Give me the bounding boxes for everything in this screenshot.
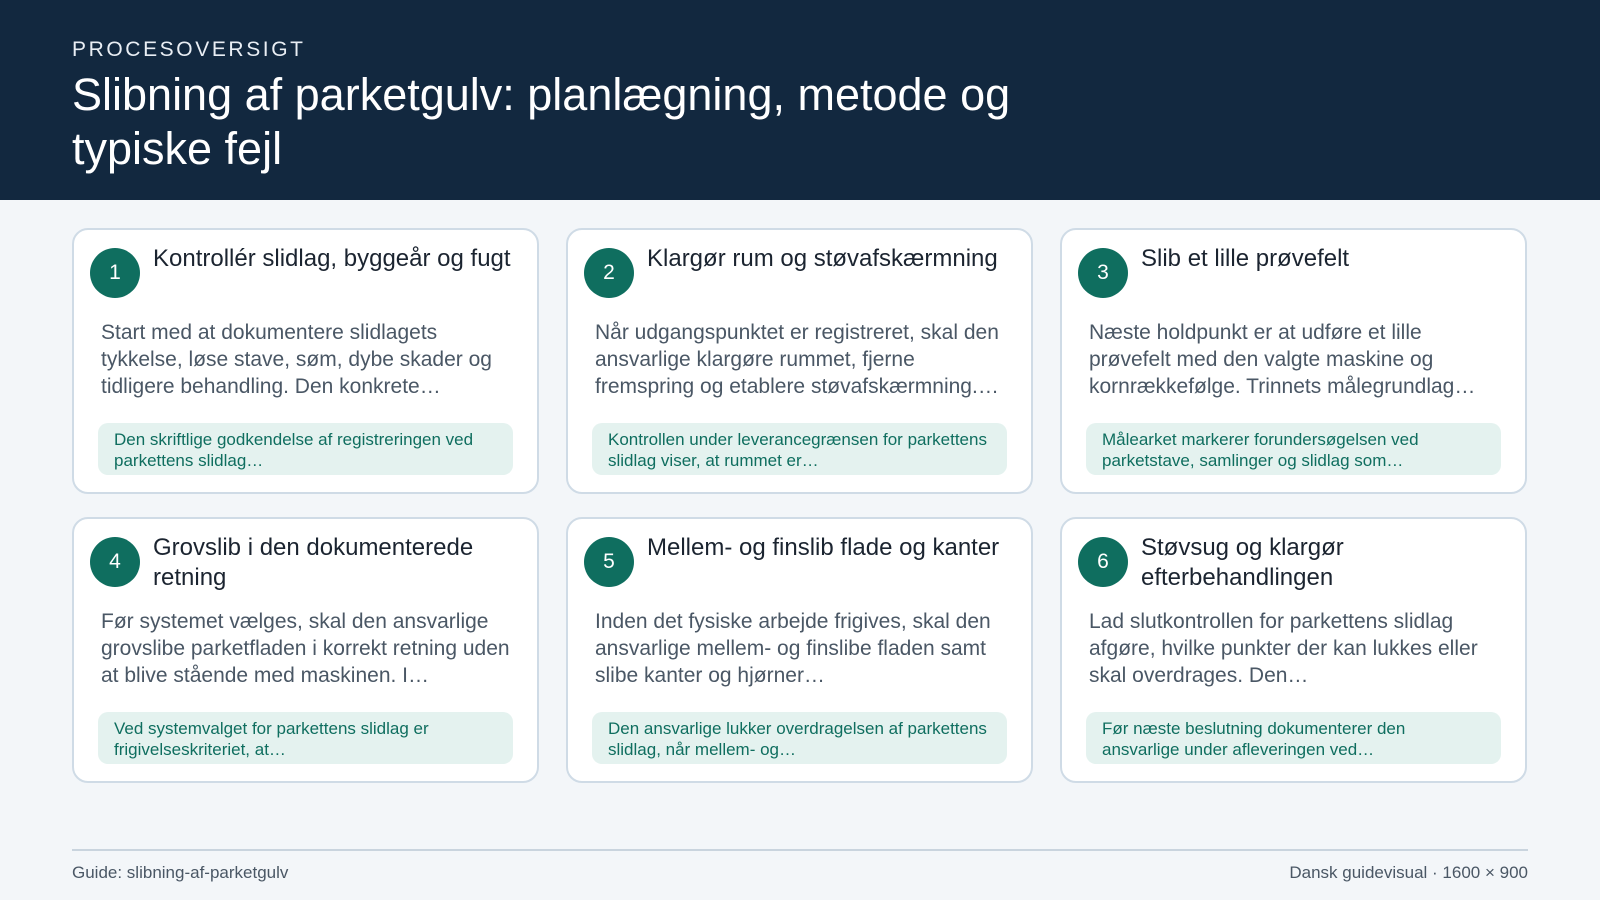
step-number-badge: 1 [90, 248, 140, 298]
step-title: Grovslib i den dokumenterede retning [153, 534, 474, 591]
step-card [72, 228, 539, 494]
step-card [1060, 517, 1527, 783]
footer-guide-label: Guide: slibning-af-parketgulv [72, 863, 289, 882]
step-number-badge: 6 [1078, 537, 1128, 587]
step-card [566, 517, 1033, 783]
page-title: Slibning af parketgulv: planlægning, metode og typiske fejl [72, 69, 1011, 174]
step-description: Før systemet vælges, skal den ansvarlige grovslibe parketfladen i korrekt retning uden at blive stående med maskinen. I… [101, 610, 510, 687]
step-note: Den ansvarlige lukker overdragelsen af parkettens slidlag, når mellem- og… [592, 712, 1007, 764]
step-description: Når udgangspunktet er registreret, skal den ansvarlige klargøre rummet, fjerne fremspring og etablere støvafskærmning.… [595, 321, 999, 398]
step-note: Kontrollen under leverancegrænsen for parkettens slidlag viser, at rummet er… [592, 423, 1007, 475]
step-description: Lad slutkontrollen for parkettens slidlag afgøre, hvilke punkter der kan lukkes eller skal overdrages. Den… [1089, 610, 1478, 687]
step-number-badge: 4 [90, 537, 140, 587]
step-card [566, 228, 1033, 494]
step-title: Mellem- og finslib flade og kanter [647, 534, 1000, 561]
step-note: Ved systemvalget for parkettens slidlag er frigivelseskriteriet, at… [98, 712, 513, 764]
page-header [0, 0, 1600, 200]
step-title: Slib et lille prøvefelt [1141, 245, 1350, 272]
step-note: Før næste beslutning dokumenterer den ansvarlige under afleveringen ved… [1086, 712, 1501, 764]
step-number-badge: 3 [1078, 248, 1128, 298]
process-steps-grid [72, 228, 1528, 783]
step-note: Målearket markerer forundersøgelsen ved parketstave, samlinger og slidlag som… [1086, 423, 1501, 475]
step-description: Næste holdpunkt er at udføre et lille prøvefelt med den valgte maskine og kornrækkefølge. Trinnets målegrundlag… [1089, 321, 1476, 398]
step-note: Den skriftlige godkendelse af registreringen ved parkettens slidlag… [98, 423, 513, 475]
step-title: Støvsug og klargør efterbehandlingen [1141, 534, 1344, 591]
footer-divider [72, 849, 1528, 851]
step-description: Inden det fysiske arbejde frigives, skal den ansvarlige mellem- og finslibe fladen samt slibe kanter og hjørner… [595, 610, 991, 687]
step-number-badge: 5 [584, 537, 634, 587]
footer-meta-label: Dansk guidevisual · 1600 × 900 [1289, 863, 1528, 882]
step-card [1060, 228, 1527, 494]
step-title: Klargør rum og støvafskærmning [647, 245, 998, 272]
step-description: Start med at dokumentere slidlagets tykkelse, løse stave, søm, dybe skader og tidligere behandling. Den konkrete… [101, 321, 492, 398]
step-card [72, 517, 539, 783]
section-eyebrow: PROCESOVERSIGT [72, 38, 306, 61]
step-number-badge: 2 [584, 248, 634, 298]
step-title: Kontrollér slidlag, byggeår og fugt [153, 245, 511, 272]
